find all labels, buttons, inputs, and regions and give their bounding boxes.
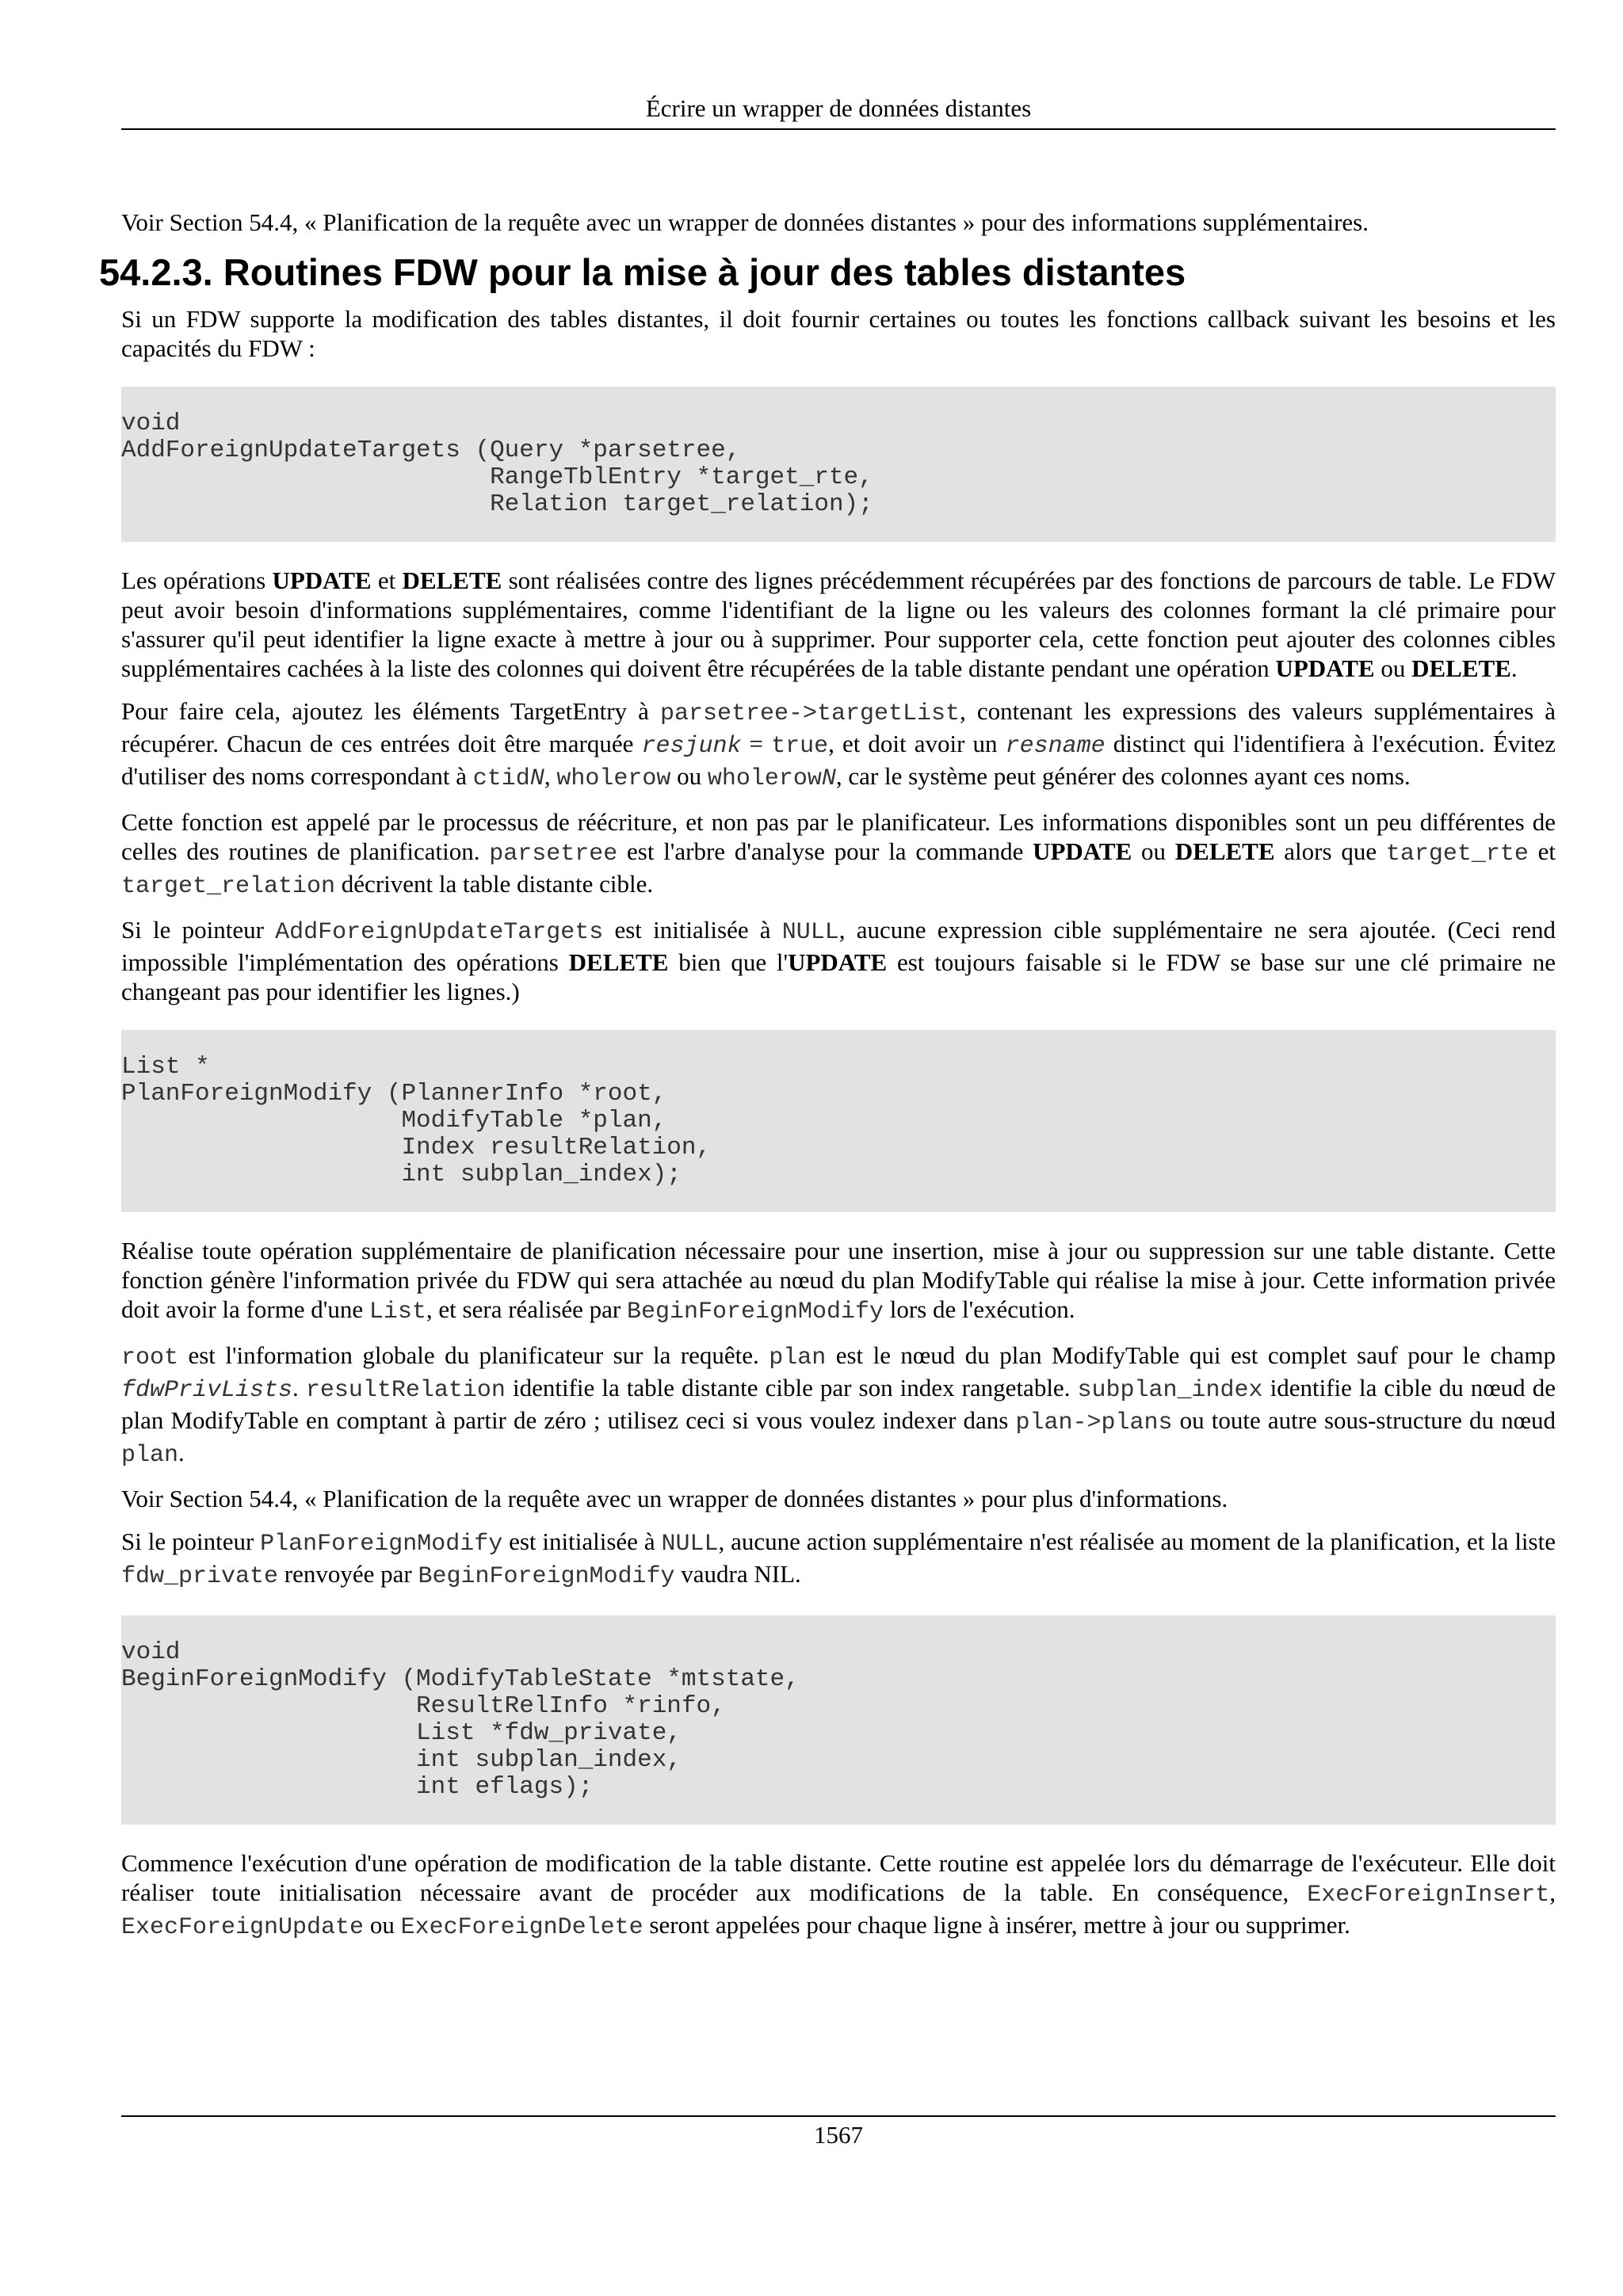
paragraph-fdw-support: Si un FDW supporte la modification des tables distantes, il doit fournir certaines ou toutes les fonctions callback suivant les besoins et les capacités du FDW : xyxy=(121,305,1556,362)
paragraph-root-plan: root est l'information globale du planificateur sur la requête. plan est le nœud du plan ModifyTable qui est complet sauf pour le champ fdwPrivLists. resultRelation identifie la table distante cible par son index rangetable. subplan_index identifie la cible du nœud de plan ModifyTable en comptant à partir de zéro ; utilisez ceci si vous voulez indexer dans plan->plans ou toute autre sous-structure du nœud plan. xyxy=(121,1341,1556,1469)
intro-paragraph: Voir Section 54.4, « Planification de la requête avec un wrapper de données distantes » pour des informations supplémentaires. xyxy=(121,208,1369,236)
code-block-add-foreign-update-targets: void AddForeignUpdateTargets (Query *parsetree, RangeTblEntry *target_rte, Relation target_relation); xyxy=(121,387,1556,542)
page-content xyxy=(99,208,1556,1956)
page-number: 1567 xyxy=(814,2121,863,2149)
footer-rule xyxy=(121,2115,1556,2117)
header-rule xyxy=(121,128,1556,130)
code-block-begin-foreign-modify: void BeginForeignModify (ModifyTableState *mtstate, ResultRelInfo *rinfo, List *fdw_private, int subplan_index, int eflags); xyxy=(121,1615,1556,1825)
paragraph-update-delete: Les opérations UPDATE et DELETE sont réalisées contre des lignes précédemment récupérées par des fonctions de parcours de table. Le FDW peut avoir besoin d'informations supplémentaires, comme l'identifiant de la ligne ou les valeurs des colonnes formant la clé primaire pour s'assurer qu'il peut identifier la ligne exacte à mettre à jour ou à supprimer. Pour supporter cela, cette fonction peut ajouter des colonnes cibles supplémentaires cachées à la liste des colonnes qui doivent être récupérées de la table distante pendant une opération UPDATE ou DELETE. xyxy=(121,566,1556,682)
paragraph-see-section: Voir Section 54.4, « Planification de la requête avec un wrapper de données distantes » pour plus d'informations. xyxy=(121,1485,1228,1512)
paragraph-null-pointer: Si le pointeur AddForeignUpdateTargets est initialisée à NULL, aucune expression cible supplémentaire ne sera ajoutée. (Ceci rend impossible l'implémentation des opérations DELETE bien que l'UPDATE est toujours faisable si le FDW se base sur une clé primaire ne changeant pas pour identifier les lignes.) xyxy=(121,916,1556,1005)
paragraph-rewriter: Cette fonction est appelé par le processus de réécriture, et non pas par le planificateur. Les informations disponibles sont un peu différentes de celles des routines de planification. parsetree est l'arbre d'analyse pour la commande UPDATE ou DELETE alors que target_rte et target_relation décrivent la table distante cible. xyxy=(121,808,1556,900)
paragraph-plan-foreign-modify: Réalise toute opération supplémentaire de planification nécessaire pour une insertion, mise à jour ou suppression sur une table distante. Cette fonction génère l'information privée du FDW qui sera attachée au nœud du plan ModifyTable qui réalise la mise à jour. Cette information privée doit avoir la forme d'une List, et sera réalisée par BeginForeignModify lors de l'exécution. xyxy=(121,1237,1556,1325)
paragraph-target-entry: Pour faire cela, ajoutez les éléments TargetEntry à parsetree->targetList, contenant les expressions des valeurs supplémentaires à récupérer. Chacun de ces entrées doit être marquée resjunk = true, et doit avoir un resname distinct qui l'identifiera à l'exécution. Évitez d'utiliser des noms correspondant à ctidN, wholerow ou wholerowN, car le système peut générer des colonnes ayant ces noms. xyxy=(121,697,1556,792)
code-block-plan-foreign-modify: List * PlanForeignModify (PlannerInfo *root, ModifyTable *plan, Index resultRelation, int subplan_index); xyxy=(121,1030,1556,1212)
paragraph-begin-foreign-modify: Commence l'exécution d'une opération de modification de la table distante. Cette routine est appelée lors du démarrage de l'exécuteur. Elle doit réaliser toute initialisation nécessaire avant de procéder aux modifications de la table. En conséquence, ExecForeignInsert, ExecForeignUpdate ou ExecForeignDelete seront appelées pour chaque ligne à insérer, mettre à jour ou supprimer. xyxy=(121,1849,1556,1941)
section-heading: 54.2.3. Routines FDW pour la mise à jour des tables distantes xyxy=(99,251,1186,293)
paragraph-plan-null: Si le pointeur PlanForeignModify est initialisée à NULL, aucune action supplémentaire n'est réalisée au moment de la planification, et la liste fdw_private renvoyée par BeginForeignModify vaudra NIL. xyxy=(121,1527,1556,1590)
running-header: Écrire un wrapper de données distantes xyxy=(645,94,1032,122)
